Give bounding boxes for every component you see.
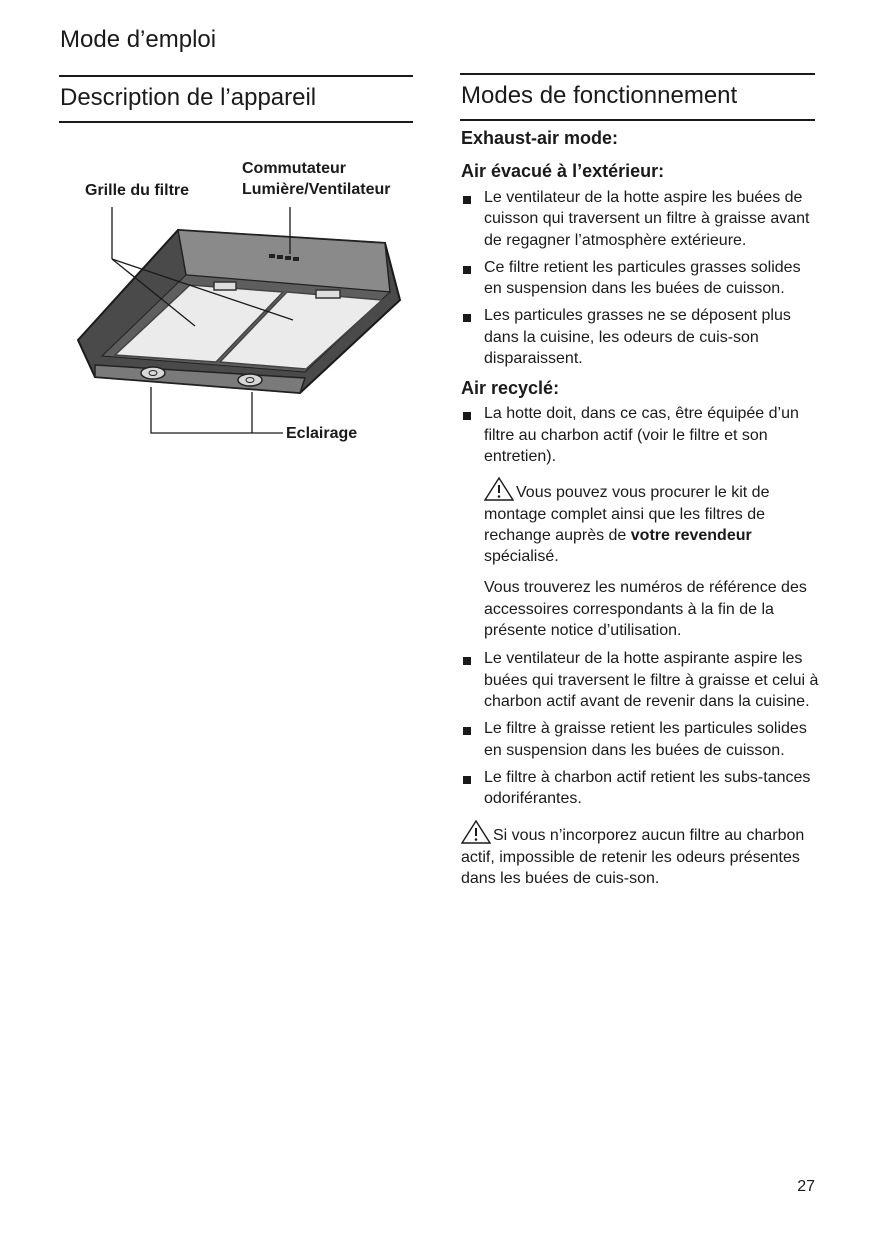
section-title-description: Description de l’appareil	[60, 84, 317, 111]
warning-charcoal	[461, 820, 821, 889]
filter-handle-right	[316, 290, 340, 298]
warning-icon	[484, 477, 514, 501]
filter-handle-left	[214, 282, 236, 290]
evacuated-list	[461, 187, 821, 369]
warning-icon	[461, 820, 491, 844]
document-title: Mode d’emploi	[60, 26, 217, 53]
warning-charcoal-text: Si vous n’incorporez aucun filtre au charbon actif, impossible de retenir les odeurs présentes dans les buées de cuis-son.	[461, 827, 805, 888]
label-switch-line1: Commutateur	[242, 160, 347, 177]
page-number: 27	[797, 1178, 815, 1195]
list-item: Le filtre à graisse retient les particules solides en suspension dans les buées de cuisson.	[461, 718, 821, 761]
note-kit-text-1: Vous pouvez vous procurer le kit de montage complet ainsi que les filtres de rechange auprès de	[484, 484, 770, 544]
note-kit-text-2: spécialisé.	[484, 548, 559, 566]
note-kit-bold: votre revendeur	[630, 526, 752, 544]
label-lighting: Eclairage	[286, 425, 358, 442]
light-left	[141, 367, 165, 379]
section-rule-top-right	[460, 73, 815, 75]
list-item: Le ventilateur de la hotte aspirante aspire les buées qui traversent le filtre à graisse et celui à charbon actif avant de revenir dans la cuisine.	[461, 648, 821, 712]
section-title-modes: Modes de fonctionnement	[461, 82, 738, 109]
list-item: Les particules grasses ne se déposent plus dans la cuisine, les odeurs de cuis-son disparaissent.	[461, 305, 821, 369]
list-item: La hotte doit, dans ce cas, être équipée d’un filtre au charbon actif (voir le filtre et son entretien).	[461, 403, 821, 467]
note-references: Vous trouverez les numéros de référence des accessoires correspondants à la fin de la présente notice d’utilisation.	[484, 579, 807, 640]
label-switch-line2: Lumière/Ventilateur	[242, 181, 391, 198]
heading-air-recycled: Air recyclé:	[461, 378, 560, 399]
recycled-list-more	[461, 648, 821, 809]
list-item: Ce filtre retient les particules grasses solides en suspension dans les buées de cuisson.	[461, 257, 821, 300]
section-rule-bottom-right	[460, 119, 815, 121]
heading-air-evacuated: Air évacué à l’extérieur:	[461, 161, 665, 181]
heading-exhaust-air: Exhaust-air mode:	[461, 128, 619, 148]
list-item: Le filtre à charbon actif retient les subs-tances odoriférantes.	[461, 767, 821, 810]
note-kit	[461, 477, 821, 567]
light-right	[238, 374, 262, 386]
recycled-list	[461, 403, 821, 467]
list-item: Le ventilateur de la hotte aspire les buées de cuisson qui traversent un filtre à graisse avant de regagner l’atmosphère extérieure.	[461, 187, 821, 251]
right-column-content	[461, 126, 821, 889]
label-filter-grid: Grille du filtre	[85, 182, 190, 199]
